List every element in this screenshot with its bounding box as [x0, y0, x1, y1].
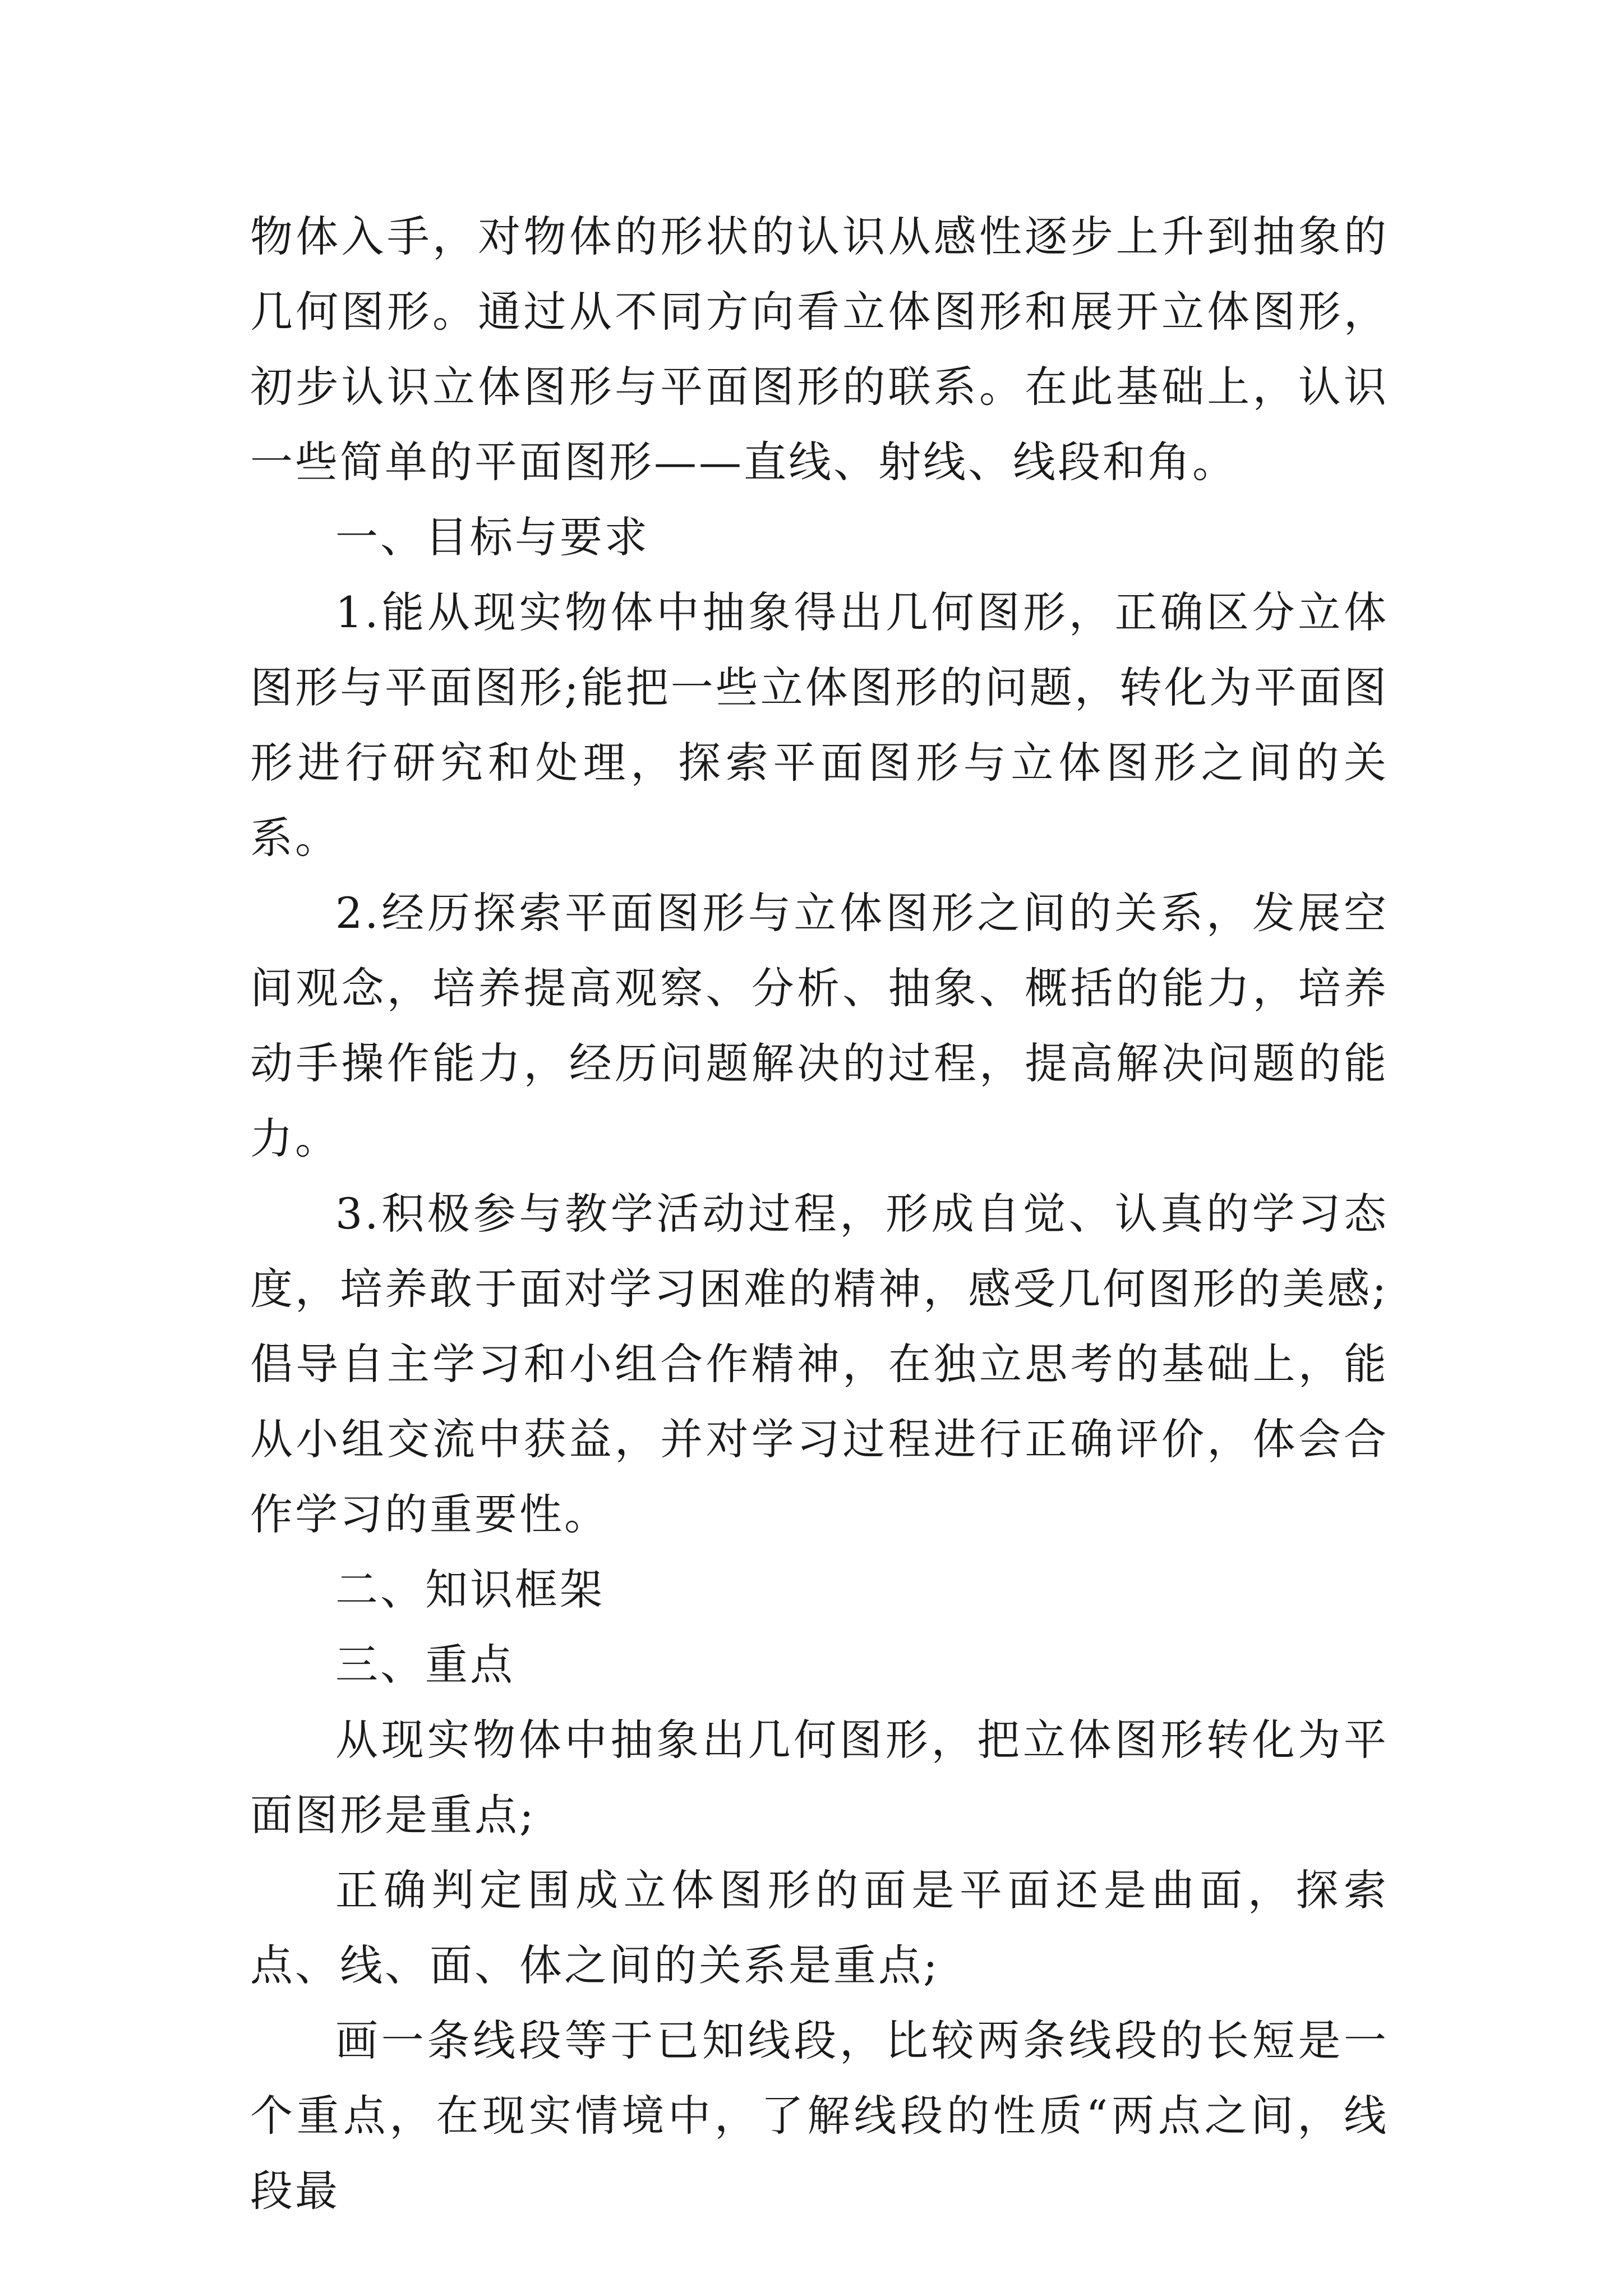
section-heading-goals: 一、目标与要求: [335, 512, 649, 562]
body-text: [250, 199, 1389, 2229]
goal-item-1: 1.能从现实物体中抽象得出几何图形，正确区分立体图形与平面图形;能把一些立体图形的问题，转化为平面图形进行研究和处理，探索平面图形与立体图形之间的关系。: [250, 587, 1389, 863]
key-point-1: 从现实物体中抽象出几何图形，把立体图形转化为平面图形是重点;: [250, 1715, 1389, 1840]
goal-item-2: 2.经历探索平面图形与立体图形之间的关系，发展空间观念，培养提高观察、分析、抽象、概括的能力，培养动手操作能力，经历问题解决的过程，提高解决问题的能力。: [250, 888, 1389, 1163]
paragraph-intro-continued: 物体入手，对物体的形状的认识从感性逐步上升到抽象的几何图形。通过从不同方向看立体图形和展开立体图形，初步认识立体图形与平面图形的联系。在此基础上，认识一些简单的平面图形——直线、射线、线段和角。: [250, 211, 1389, 487]
key-point-2: 正确判定围成立体图形的面是平面还是曲面，探索点、线、面、体之间的关系是重点;: [250, 1865, 1389, 1990]
section-heading-key-points: 三、重点: [335, 1640, 515, 1690]
key-point-3: 画一条线段等于已知线段，比较两条线段的长短是一个重点，在现实情境中，了解线段的性质“两点之间，线段最: [250, 2016, 1389, 2216]
goal-item-3: 3.积极参与教学活动过程，形成自觉、认真的学习态度，培养敢于面对学习困难的精神，感受几何图形的美感;倡导自主学习和小组合作精神，在独立思考的基础上，能从小组交流中获益，并对学习过程进行正确评价，体会合作学习的重要性。: [250, 1189, 1389, 1539]
section-heading-framework: 二、知识框架: [335, 1565, 605, 1614]
